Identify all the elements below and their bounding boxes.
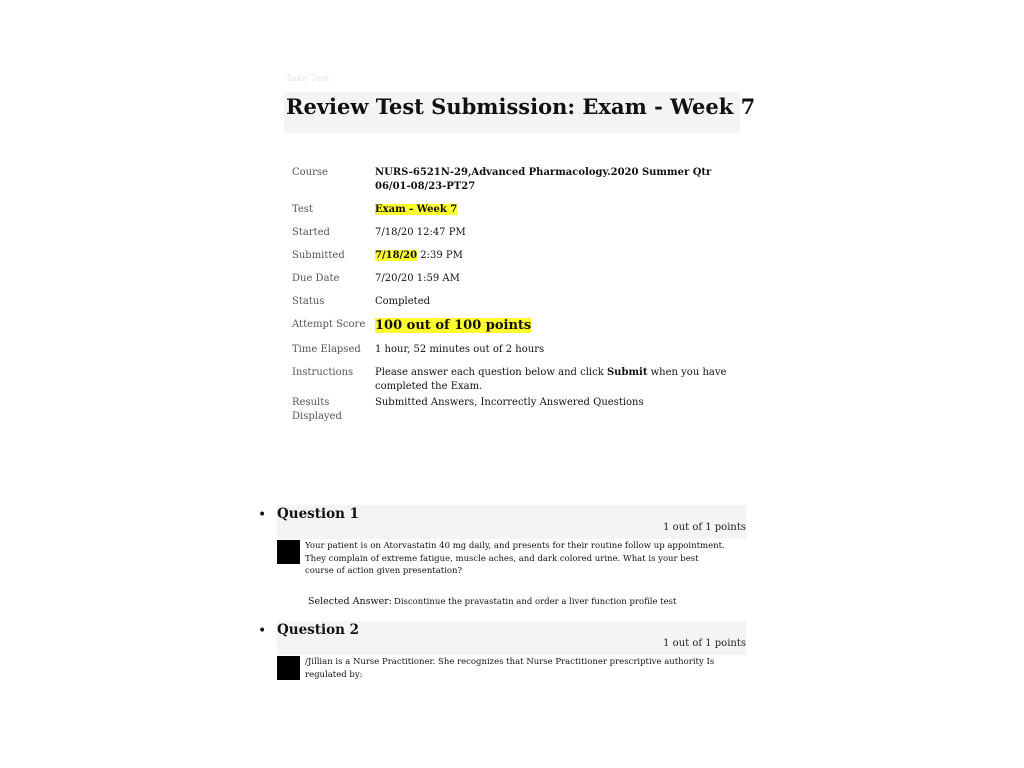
detail-row-due-date [292,272,742,286]
time-elapsed-value: 1 hour, 52 minutes out of 2 hours [375,344,545,355]
question-2-text: /Jillian is a Nurse Practitioner. She recognizes that Nurse Practitioner prescriptive authority Is regulated by: [305,657,715,680]
selected-answer-label: Selected Answer: [308,596,393,607]
detail-row-status [292,295,742,309]
question-2-points: 1 out of 1 points [663,638,746,649]
detail-label: Status [292,296,325,307]
faint-header-label: Take Test [286,74,330,84]
due-date-value: 7/20/20 1:59 AM [375,273,460,284]
bullet-icon: • [258,623,267,639]
detail-label: Results Displayed [292,397,342,422]
detail-label: Instructions [292,367,354,378]
question-2-title: Question 2 [277,622,360,638]
detail-row-results-displayed [292,396,742,424]
detail-label: Submitted [292,250,345,261]
detail-row-started [292,226,742,240]
detail-row-time-elapsed [292,343,742,357]
submission-details [292,166,742,433]
submit-keyword: Submit [606,367,648,378]
detail-label: Course [292,167,328,178]
started-value: 7/18/20 12:47 PM [375,227,466,238]
question-1-title: Question 1 [277,506,360,522]
question-1-selected-answer [308,596,676,607]
detail-row-instructions [292,366,742,394]
detail-label: Time Elapsed [292,344,361,355]
detail-row-test [292,203,742,217]
submitted-time-value: 2:39 PM [417,250,463,261]
question-1-points: 1 out of 1 points [663,522,746,533]
question-1-header [258,505,746,539]
submitted-date-value: 7/18/20 [375,250,418,261]
page-title: Review Test Submission: Exam - Week 7 [286,94,756,119]
detail-label: Test [292,204,313,215]
test-name-value: Exam - Week 7 [375,204,458,215]
instructions-value: Please answer each question below and click Submit when you have completed the Exam. [375,367,727,392]
page-title-bar [284,92,756,133]
detail-label: Attempt Score [292,319,366,330]
attempt-score-value: 100 out of 100 points [375,318,532,333]
status-value: Completed [375,296,431,307]
question-2-status-icon [277,656,300,680]
bullet-icon: • [258,507,267,523]
question-1-status-icon [277,540,300,564]
question-2-header [258,621,746,655]
detail-row-attempt-score [292,318,742,334]
question-1-text: Your patient is on Atorvastatin 40 mg daily, and presents for their routine follow up appointment. They complain of extreme fatigue, muscle aches, and dark colored urine. What is your best course of action given presentation? [305,541,725,576]
results-displayed-value: Submitted Answers, Incorrectly Answered Questions [375,397,644,408]
detail-label: Started [292,227,330,238]
detail-row-course [292,166,742,194]
course-value: NURS-6521N-29,Advanced Pharmacology.2020 Summer Qtr 06/01-08/23-PT27 [375,167,712,192]
detail-label: Due Date [292,273,340,284]
selected-answer-value: Discontinue the pravastatin and order a liver function profile test [394,597,677,607]
detail-row-submitted [292,249,742,263]
